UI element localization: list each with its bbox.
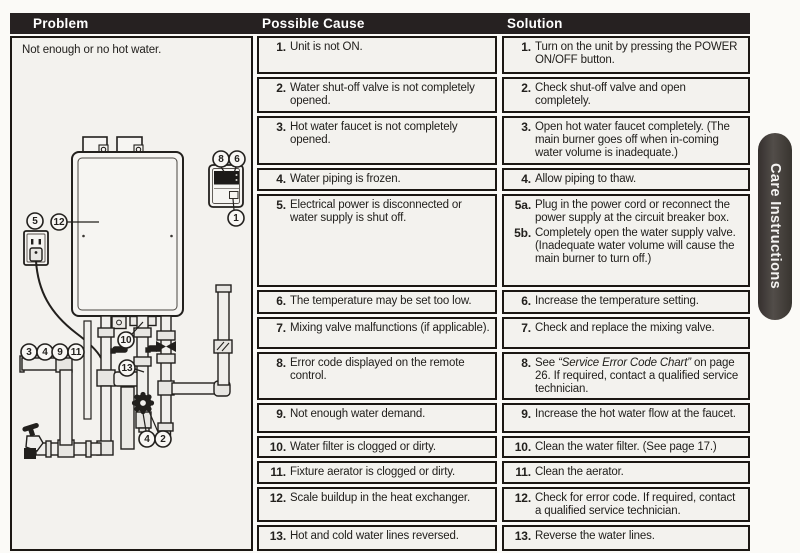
svg-text:3: 3 xyxy=(26,347,32,358)
solution-number: 7. xyxy=(521,320,531,335)
solution-item xyxy=(504,173,744,186)
solution-number: 4. xyxy=(521,171,531,186)
solution-text: Clean the water filter. (See page 17.) xyxy=(535,441,717,454)
water-supply-valve xyxy=(132,392,154,414)
heater-unit xyxy=(72,152,183,316)
solution-cell xyxy=(502,116,750,165)
solution-text: Allow piping to thaw. xyxy=(535,172,637,185)
solution-cell xyxy=(502,461,750,483)
solution-cell xyxy=(502,194,750,287)
solution-text: Reverse the water lines. xyxy=(535,530,655,543)
heater-diagram xyxy=(12,38,251,549)
cause-item xyxy=(259,322,491,335)
solution-item xyxy=(504,322,744,335)
solution-cell xyxy=(502,36,750,74)
solution-text: Clean the aerator. xyxy=(535,466,624,479)
cause-cell xyxy=(257,525,497,551)
cause-number: 10. xyxy=(269,440,286,455)
solution-cell xyxy=(502,403,750,433)
solution-text: Plug in the power cord or reconnect the power supply at the circuit breaker box. xyxy=(535,198,730,224)
cause-item xyxy=(259,441,491,454)
header-possible-cause: Possible Cause xyxy=(262,16,365,31)
solution-text: Check shut-off valve and open completely. xyxy=(535,82,686,108)
cause-number: 3. xyxy=(276,120,286,134)
power-outlet xyxy=(24,231,48,265)
cause-text: Error code displayed on the remote control. xyxy=(290,356,465,382)
cause-item xyxy=(259,530,491,543)
svg-text:8: 8 xyxy=(218,154,224,165)
svg-text:4: 4 xyxy=(144,434,150,445)
cause-text: Hot and cold water lines reversed. xyxy=(290,530,459,543)
care-instructions-tab-label: Care Instructions xyxy=(767,163,783,290)
solution-cell xyxy=(502,290,750,314)
svg-text:2: 2 xyxy=(160,434,166,445)
cause-number: 2. xyxy=(276,81,286,95)
solution-text: Increase the hot water flow at the faucet. xyxy=(535,408,736,421)
solution-text: Open hot water faucet completely. (The main burner goes off when in-coming water volume is inadequate.) xyxy=(535,121,730,160)
solution-item xyxy=(504,121,744,161)
problem-text: Not enough or no hot water. xyxy=(22,44,162,56)
cause-cell xyxy=(257,194,497,287)
solution-number: 3. xyxy=(521,120,531,134)
solution-item xyxy=(504,408,744,421)
solution-cell xyxy=(502,317,750,349)
svg-text:11: 11 xyxy=(70,347,82,358)
solution-item xyxy=(504,295,744,308)
trouble-row xyxy=(257,525,750,551)
solution-item xyxy=(504,199,744,225)
cause-cell xyxy=(257,168,497,191)
solution-number: 2. xyxy=(521,81,531,95)
cause-text: Water piping is frozen. xyxy=(290,172,401,185)
cause-number: 11. xyxy=(270,465,286,480)
svg-text:6: 6 xyxy=(234,154,240,165)
svg-text:4: 4 xyxy=(42,347,48,358)
solution-number: 8. xyxy=(521,355,531,370)
solution-cell xyxy=(502,525,750,551)
svg-text:1: 1 xyxy=(233,213,239,224)
cause-number: 5. xyxy=(276,197,286,212)
cause-text: Scale buildup in the heat exchanger. xyxy=(290,491,471,504)
trouble-row xyxy=(257,487,750,522)
solution-text: Completely open the water supply valve. (Inadequate water volume will cause the main burner to turn off.) xyxy=(535,227,736,266)
solution-number: 9. xyxy=(521,407,531,422)
cause-cell xyxy=(257,36,497,74)
cause-item xyxy=(259,408,491,421)
cause-number: 4. xyxy=(276,171,286,186)
solution-item xyxy=(504,492,744,518)
cause-cell xyxy=(257,461,497,483)
cause-item xyxy=(259,199,491,225)
cause-cell xyxy=(257,116,497,165)
cause-text: Unit is not ON. xyxy=(290,41,363,53)
trouble-row xyxy=(257,168,750,191)
solution-number: 5b. xyxy=(514,226,531,241)
svg-text:5: 5 xyxy=(32,216,38,227)
solution-item xyxy=(504,227,744,267)
cause-cell xyxy=(257,77,497,113)
solution-cell xyxy=(502,352,750,401)
solution-item xyxy=(504,357,744,397)
cause-number: 9. xyxy=(276,407,286,422)
cause-solution-rows xyxy=(257,36,750,551)
header-problem: Problem xyxy=(33,16,89,31)
solution-item xyxy=(504,466,744,479)
cause-cell xyxy=(257,403,497,433)
solution-number: 12. xyxy=(514,490,531,505)
cause-cell xyxy=(257,487,497,522)
cause-text: Water filter is clogged or dirty. xyxy=(290,441,436,454)
solution-cell xyxy=(502,77,750,113)
trouble-row xyxy=(257,36,750,74)
svg-text:13: 13 xyxy=(121,363,133,374)
care-instructions-tab xyxy=(758,133,792,320)
trouble-row xyxy=(257,352,750,401)
cause-text: Not enough water demand. xyxy=(290,408,426,421)
solution-cell xyxy=(502,436,750,458)
solution-number: 13. xyxy=(514,529,531,544)
cause-item xyxy=(259,357,491,383)
trouble-row xyxy=(257,116,750,165)
trouble-row xyxy=(257,194,750,287)
cause-number: 8. xyxy=(276,355,286,370)
cause-cell xyxy=(257,317,497,349)
cause-cell xyxy=(257,436,497,458)
solution-number: 10. xyxy=(514,440,531,455)
solution-cell xyxy=(502,487,750,522)
header-solution: Solution xyxy=(507,16,563,31)
solution-text: Check and replace the mixing valve. xyxy=(535,321,715,334)
cause-text: The temperature may be set too low. xyxy=(290,294,472,307)
cause-number: 13. xyxy=(269,529,286,544)
cause-item xyxy=(259,121,491,147)
trouble-row xyxy=(257,403,750,433)
table-body xyxy=(10,36,750,551)
table-header xyxy=(10,13,750,34)
solution-item xyxy=(504,441,744,454)
cause-text: Water shut-off valve is not completely opened. xyxy=(290,82,475,108)
cause-item xyxy=(259,466,491,479)
solution-number: 5a. xyxy=(514,197,531,212)
cause-item xyxy=(259,41,491,54)
cause-number: 12. xyxy=(269,490,286,505)
cause-text: Fixture aerator is clogged or dirty. xyxy=(290,466,456,479)
cause-cell xyxy=(257,290,497,314)
solution-cell xyxy=(502,168,750,191)
trouble-row xyxy=(257,290,750,314)
svg-text:12: 12 xyxy=(53,217,65,228)
trouble-row xyxy=(257,317,750,349)
cause-item xyxy=(259,173,491,186)
troubleshooting-table xyxy=(10,13,750,551)
cause-number: 1. xyxy=(276,40,286,54)
solution-text: See “Service Error Code Chart” on page 26. If required, contact a qualified service technician. xyxy=(535,356,739,396)
solution-number: 11. xyxy=(515,465,531,480)
trouble-row xyxy=(257,461,750,483)
cause-number: 7. xyxy=(276,320,286,335)
cause-text: Electrical power is disconnected or water supply is shut off. xyxy=(290,198,462,224)
cause-text: Hot water faucet is not completely opened. xyxy=(290,121,458,147)
solution-number: 1. xyxy=(521,40,531,54)
svg-text:9: 9 xyxy=(57,347,63,358)
trouble-row xyxy=(257,436,750,458)
solution-item xyxy=(504,530,744,543)
remote-control xyxy=(209,165,243,207)
solution-item xyxy=(504,41,744,67)
cause-text: Mixing valve malfunctions (if applicable). xyxy=(290,321,490,334)
solution-text: Increase the temperature setting. xyxy=(535,294,699,307)
cause-cell xyxy=(257,352,497,401)
trouble-row xyxy=(257,77,750,113)
solution-number: 6. xyxy=(521,293,531,308)
cause-number: 6. xyxy=(276,293,286,308)
cause-item xyxy=(259,295,491,308)
solution-text: Turn on the unit by pressing the POWER ON/OFF button. xyxy=(535,41,738,67)
solution-item xyxy=(504,82,744,108)
problem-cell xyxy=(10,36,253,551)
solution-text: Check for error code. If required, contact a qualified service technician. xyxy=(535,491,736,517)
cause-item xyxy=(259,492,491,505)
svg-text:10: 10 xyxy=(120,335,132,346)
cause-item xyxy=(259,82,491,108)
